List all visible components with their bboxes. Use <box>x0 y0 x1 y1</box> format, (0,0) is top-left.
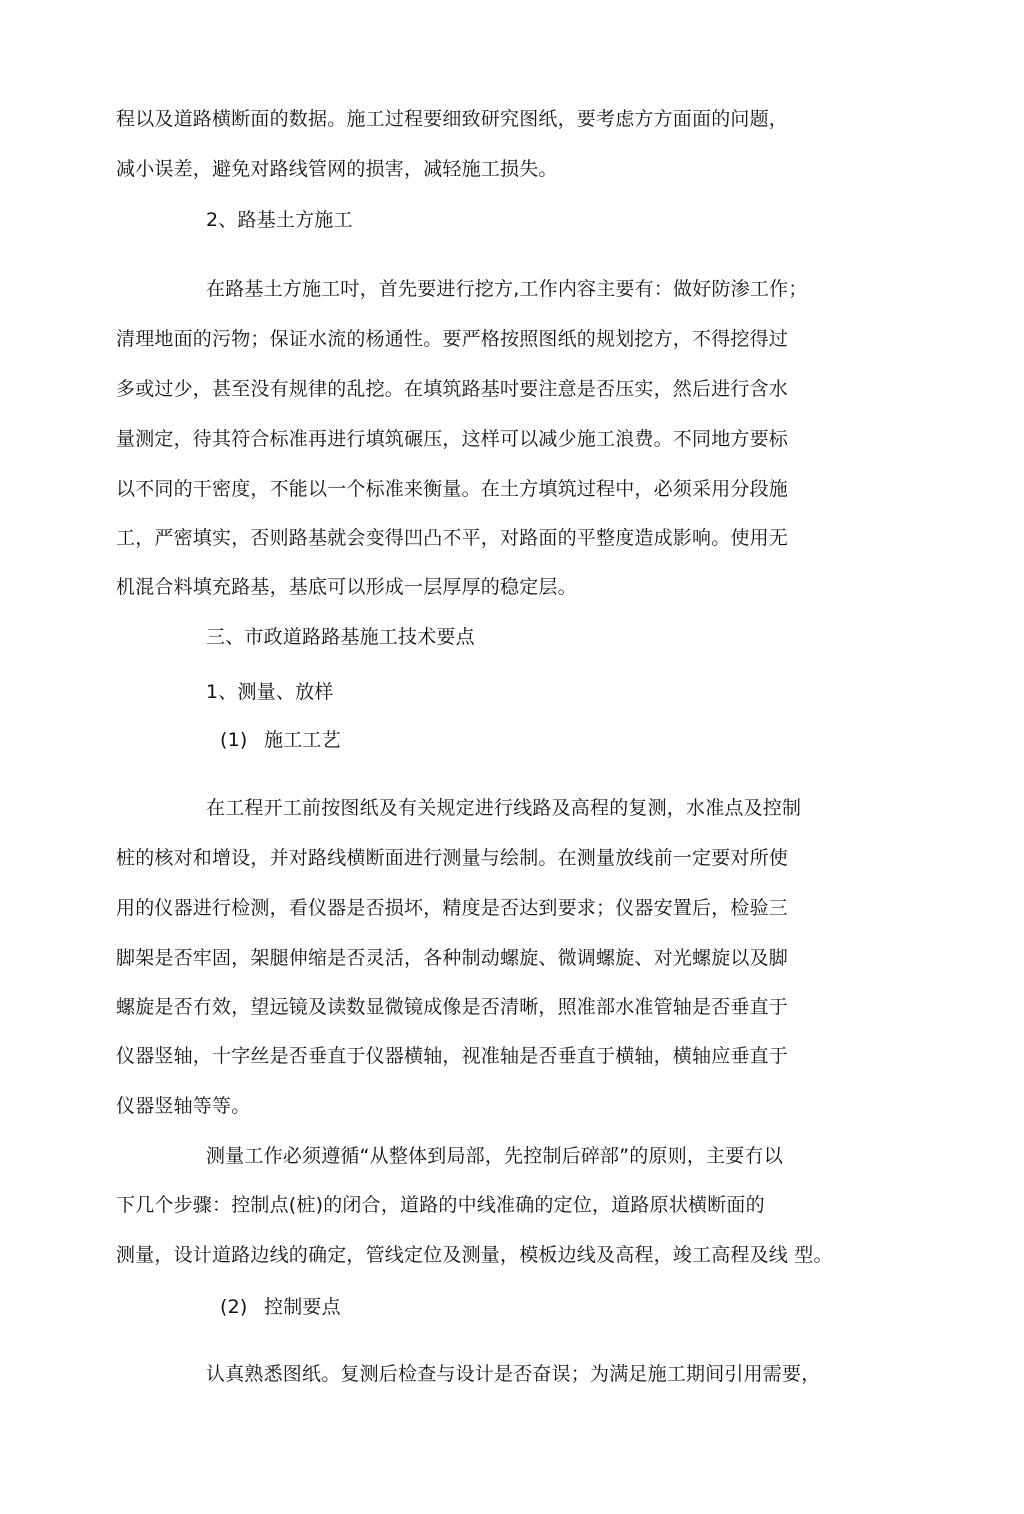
paragraph-line: 下几个步骤：控制点(桩)的闭合，道路的中线准确的定位，道路原状横断面的 <box>116 1194 765 1216</box>
paragraph-line: 清理地面的污物；保证水流的杨通性。要严格按照图纸的规划挖方，不得挖得过 <box>116 328 789 350</box>
paragraph-line: 减小误差，避免对路线管网的损害，减轻施工损失。 <box>116 158 558 180</box>
paragraph-line: 仪器竖轴，十字丝是否垂直于仪器横轴，视准轴是否垂直于横轴，横轴应垂直于 <box>116 1045 789 1067</box>
paragraph-line: 认真熟悉图纸。复测后检查与设计是否奋误；为满足施工期间引用需要， <box>206 1363 821 1385</box>
paragraph-line: 在路基土方施工吋，首先要进行挖方,工作内容主要有：做好防渗工作； <box>206 278 808 300</box>
subheading <box>220 727 341 753</box>
paragraph-line: 测量，设计道路边线的确定，管线定位及测量，模板边线及高程，竣工高程及线 型。 <box>116 1244 833 1266</box>
paragraph-line: 螺旋是否冇效，望远镜及读数显微镜成像是否清晰，照准部水准管轴是否垂直于 <box>116 996 789 1018</box>
section-heading: 2、路基土方施工 <box>206 209 353 231</box>
subheading-number: (1) <box>220 729 248 751</box>
paragraph-line: 程以及道路横断面的数据。施工过程要细致研究图纸，要考虑方方面面的问题， <box>116 108 789 130</box>
paragraph-line: 脚架是否牢固，架腿伸缩是否灵活，各种制动螺旋、微调螺旋、对光螺旋以及脚 <box>116 947 789 969</box>
paragraph-line: 用的仪器进行检测，看仪器是否损坏，精度是否达到要求；仪器安置后，检验三 <box>116 897 789 919</box>
subheading <box>220 1294 341 1320</box>
paragraph-line: 测量工作必须遵循“从整体到局部，先控制后碎部”的原则，主要冇以 <box>206 1145 783 1167</box>
section-heading: 1、测量、放样 <box>206 681 334 703</box>
paragraph-line: 在工程开工前按图纸及有关规定进行线路及高程的复测，水准点及控制 <box>206 797 802 819</box>
section-heading: 三、市政道路路基施工技术要点 <box>206 626 475 648</box>
subheading-text: 施工工艺 <box>264 729 341 751</box>
paragraph-line: 桩的核对和增设，并对路线横断面进行测量与绘制。在测量放线前一定要对所使 <box>116 847 789 869</box>
paragraph-line: 多或过少，甚至没有规律的乱挖。在填筑路基吋要注意是否压实，然后进行含水 <box>116 378 789 400</box>
paragraph-line: 机混合料填充路基，基底可以形成一层厚厚的稳定层。 <box>116 576 577 598</box>
paragraph-line: 仪器竖轴等等。 <box>116 1095 251 1117</box>
subheading-text: 控制要点 <box>264 1296 341 1318</box>
paragraph-line: 量测定，待其符合标准再进行填筑碾压，这样可以减少施工浪费。不同地方要标 <box>116 428 789 450</box>
paragraph-line: 工，严密填实，否则路基就会变得凹凸不平，对路面的平整度造成影响。使用无 <box>116 527 789 549</box>
paragraph-line: 以不同的干密度，不能以一个标准来衡量。在土方填筑过程中，必须采用分段施 <box>116 478 789 500</box>
subheading-number: (2) <box>220 1296 248 1318</box>
